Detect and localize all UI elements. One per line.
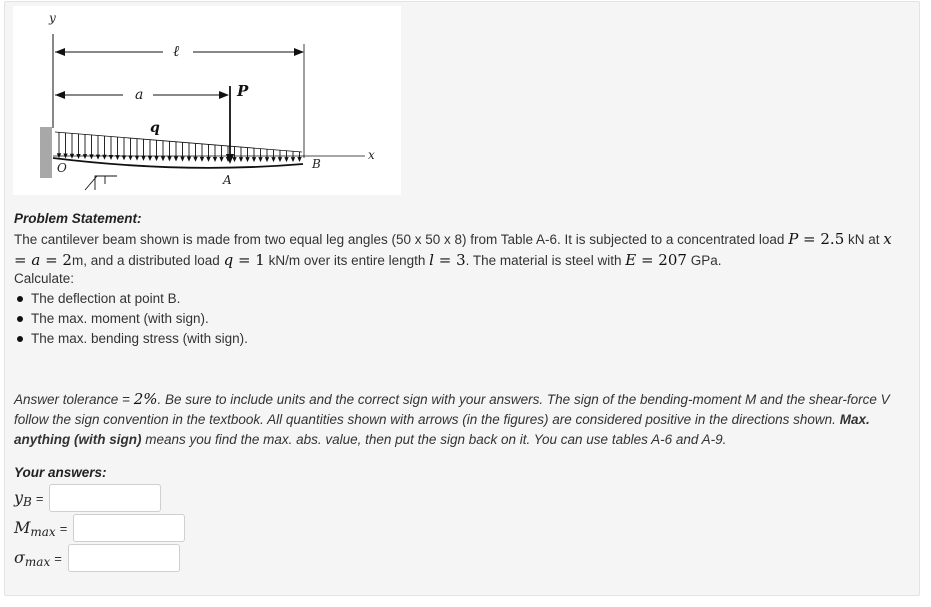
equals-4: = <box>233 251 256 269</box>
q-arrow-head <box>193 157 197 162</box>
y-axis-label: y <box>49 11 56 25</box>
answer-label-yb: $y_B$ <box>14 487 32 509</box>
equals-1: = <box>798 230 821 248</box>
task-item: The max. moment (with sign). <box>14 309 248 329</box>
statement-text-3: m, and a distributed load <box>71 253 220 268</box>
point-b-label: B <box>312 157 321 171</box>
statement-text-4: kN/m over its entire length <box>268 253 426 268</box>
answer-label-mmax: $M_{max}$ <box>14 517 56 539</box>
mmax-answer-input[interactable] <box>73 514 185 542</box>
tolerance-text-2: means you find the max. abs. value, then put the sign back on it. You can use tables A-6 and A-9. <box>145 432 727 447</box>
p-symbol: P <box>788 230 799 248</box>
equals-5: = <box>433 251 457 269</box>
answer-row-yb <box>14 483 161 513</box>
cantilever-beam-diagram <box>13 6 401 195</box>
beam-figure <box>13 6 401 195</box>
q-arrow-head <box>297 157 301 162</box>
a-dimension-label: a <box>135 87 144 103</box>
statement-text-1: The cantilever beam shown is made from two equal leg angles (50 x 50 x 8) from Table A-6. It is subjected to a concentrated load <box>14 232 785 247</box>
q-arrow-head <box>265 157 269 162</box>
task-list <box>14 289 248 349</box>
q-arrow-head <box>180 157 184 162</box>
l-dimension-label: ℓ <box>173 42 180 60</box>
q-arrow-head <box>252 157 256 162</box>
q-arrow-head <box>206 157 210 162</box>
point-a-label: A <box>223 173 232 187</box>
q-load-label: q <box>150 120 160 136</box>
q-arrow-head <box>278 157 282 162</box>
statement-text-2: kN at <box>848 232 880 247</box>
q-arrow-head <box>141 156 145 161</box>
q-arrow-head <box>96 155 100 160</box>
x-symbol: x <box>883 230 892 248</box>
p-load-label: P <box>237 82 249 100</box>
fixed-wall <box>40 127 52 178</box>
q-arrow-head <box>232 157 236 162</box>
a-arrow-right <box>219 91 229 99</box>
equals-2: = <box>14 251 32 269</box>
statement-text-6: GPa. <box>690 253 722 268</box>
q-arrow-head <box>89 154 93 159</box>
e-symbol: E <box>625 251 637 269</box>
q-arrow-head <box>148 156 152 161</box>
answer-tolerance-note <box>14 389 904 450</box>
tolerance-bold-text: Max. anything (with sign) <box>14 412 870 447</box>
answer-row-mmax <box>14 513 185 543</box>
q-arrow-head <box>200 157 204 162</box>
q-arrow-head <box>167 156 171 161</box>
q-arrow-head <box>219 157 223 162</box>
problem-heading: Problem Statement: <box>14 211 142 226</box>
equals-sign: = <box>59 520 68 536</box>
statement-text-5: . The material is steel with <box>465 253 622 268</box>
tolerance-text-1: . Be sure to include units and the correct sign with your answers. The sign of the bending-moment M and the shear-force V follow the sign convention in the textbook. All quantities shown with arrows (in the figures) are considered positive in the directions shown. <box>14 392 890 427</box>
distributed-load-arrows <box>55 132 302 152</box>
q-arrow-head <box>245 157 249 162</box>
e-value: 207 <box>658 251 687 269</box>
equals-6: = <box>636 251 659 269</box>
q-value: 1 <box>255 251 265 269</box>
p-value: 2.5 <box>820 230 845 248</box>
q-arrow-head <box>271 157 275 162</box>
q-arrow-head <box>161 156 165 161</box>
q-arrow-head <box>135 156 139 161</box>
q-arrow-head <box>76 154 80 159</box>
tolerance-prefix: Answer tolerance = <box>14 392 134 407</box>
a-symbol: a <box>31 251 41 269</box>
calculate-label: Calculate: <box>14 271 75 286</box>
problem-statement <box>14 229 904 271</box>
distributed-load-arrow-set <box>57 132 302 162</box>
answer-label-sigmamax: $\sigma_{max}$ <box>14 547 51 569</box>
q-arrow-head <box>213 157 217 162</box>
l-value: 3 <box>456 251 466 269</box>
q-arrow-head <box>83 154 87 159</box>
q-arrow-head <box>174 156 178 161</box>
task-item: The deflection at point B. <box>14 289 248 309</box>
tolerance-value: 2% <box>133 390 158 408</box>
l-arrow-left <box>55 48 65 56</box>
l-symbol: l <box>429 251 434 269</box>
origin-label: O <box>57 161 67 175</box>
sigmamax-answer-input[interactable] <box>68 544 180 572</box>
a-arrow-left <box>55 91 65 99</box>
deflected-beam-curve <box>53 158 303 168</box>
l-arrow-right <box>294 48 304 56</box>
q-symbol: q <box>223 251 234 269</box>
q-arrow-head <box>102 155 106 160</box>
your-answers-heading: Your answers: <box>14 465 107 480</box>
a-value: 2 <box>62 251 72 269</box>
answer-row-sigmamax <box>14 543 180 573</box>
q-arrow-head <box>291 157 295 162</box>
equals-sign: = <box>35 490 44 506</box>
x-axis-label: x <box>368 148 375 162</box>
rotation-symbol <box>85 176 117 190</box>
q-arrow-head <box>187 157 191 162</box>
equals-sign: = <box>54 550 62 566</box>
q-arrow-head <box>284 157 288 162</box>
equals-3: = <box>40 251 63 269</box>
q-arrow-head <box>258 157 262 162</box>
yb-answer-input[interactable] <box>49 484 161 512</box>
q-arrow-head <box>154 156 158 161</box>
q-arrow-head <box>239 157 243 162</box>
task-item: The max. bending stress (with sign). <box>14 329 248 349</box>
